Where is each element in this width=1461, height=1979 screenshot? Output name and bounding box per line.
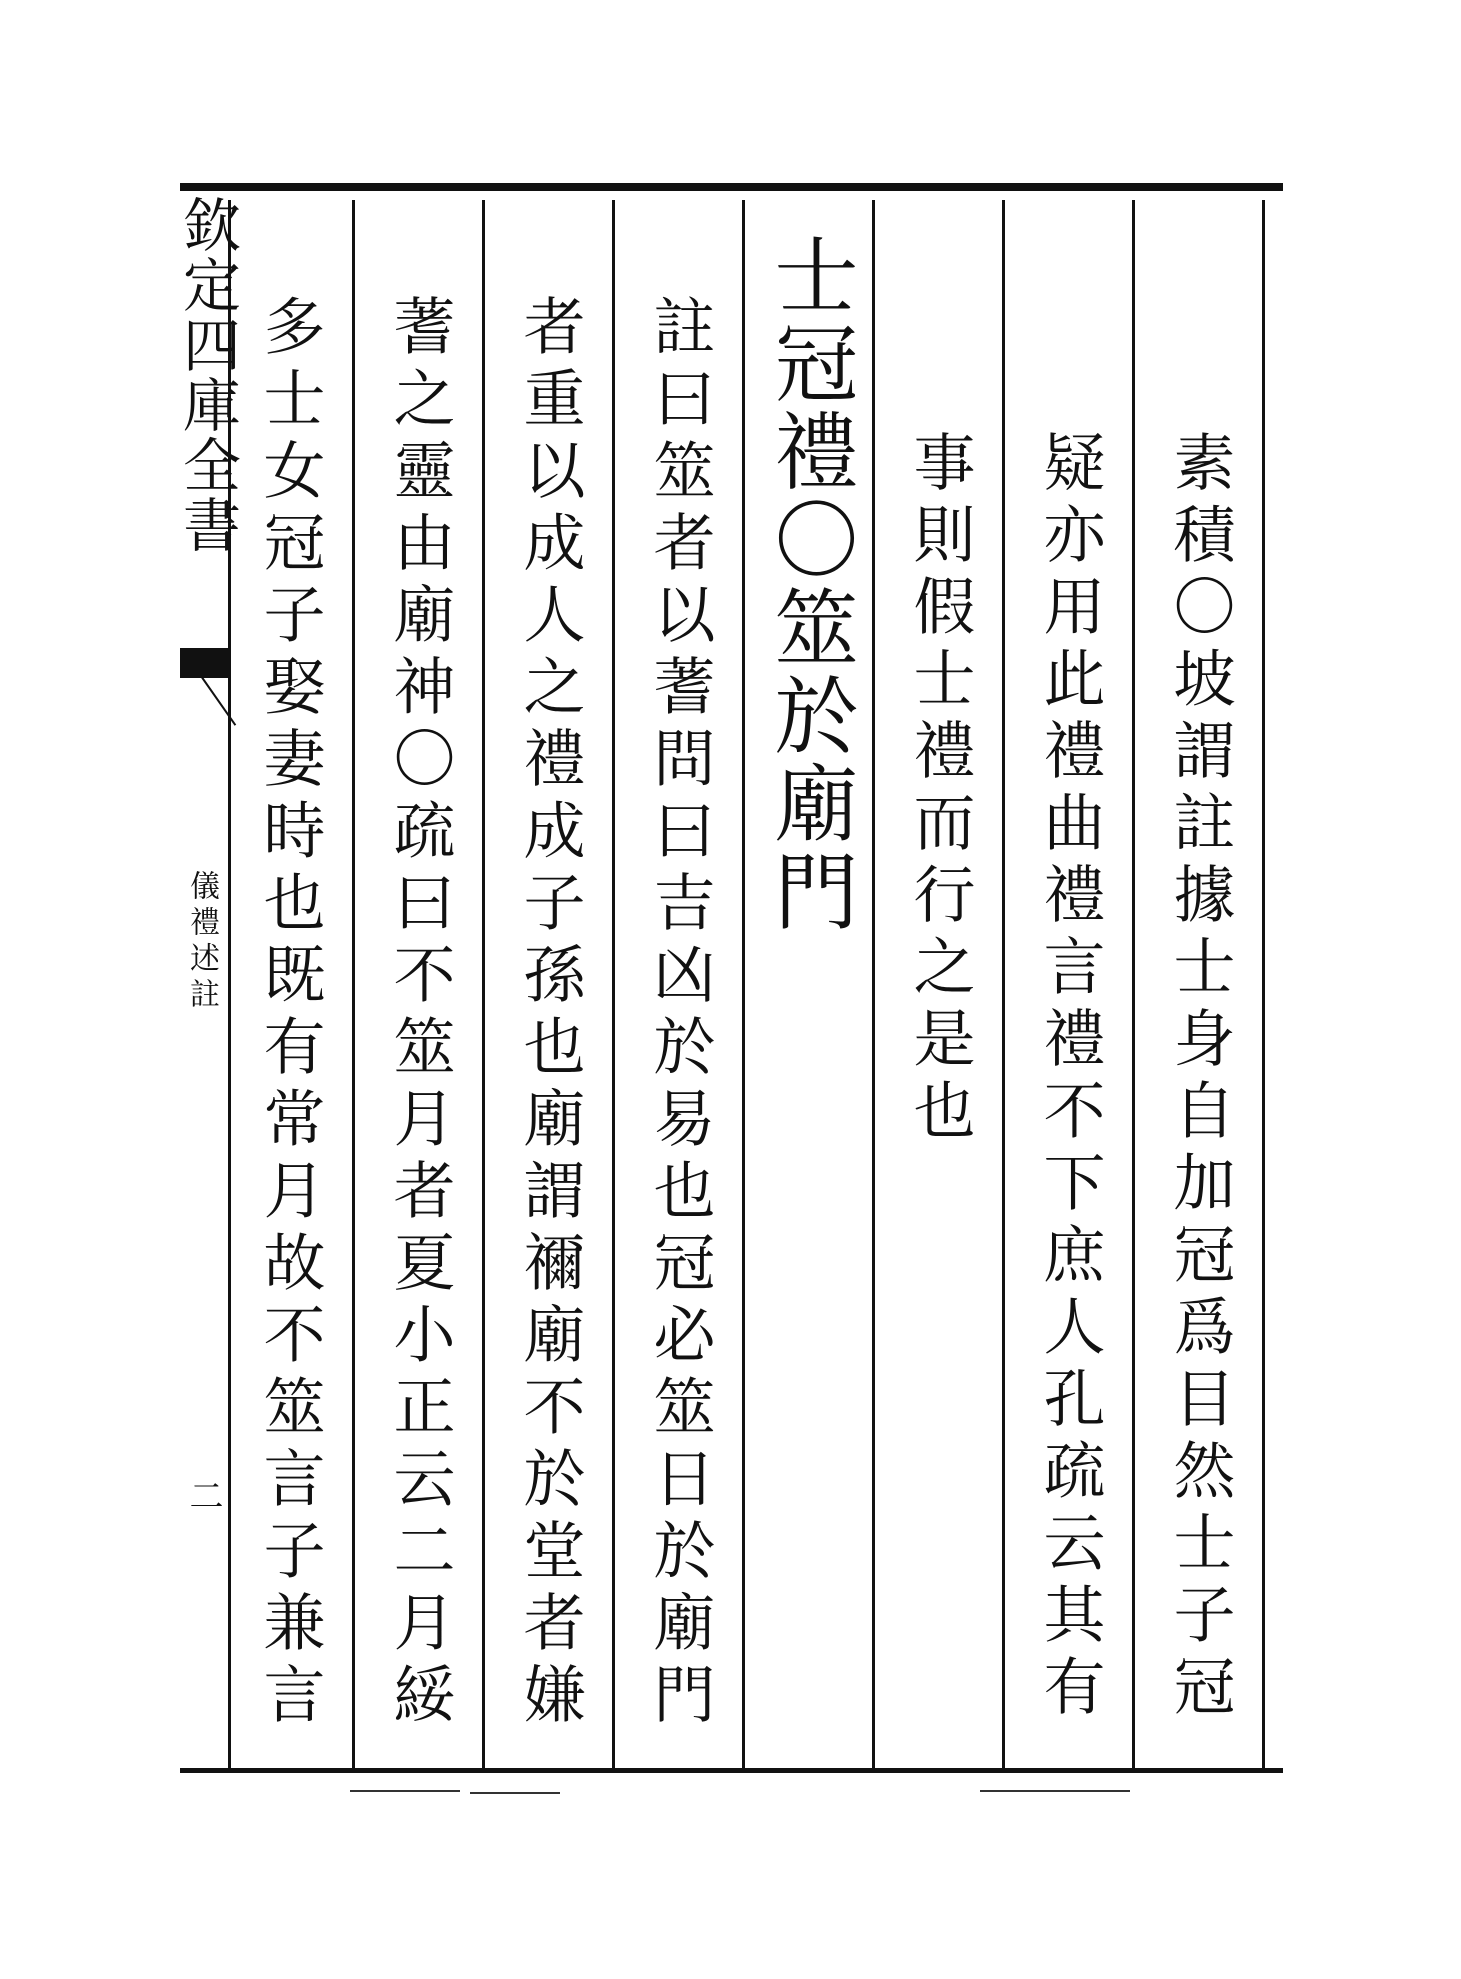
text-column-6: 者重以成人之禮成子孫也廟謂禰廟不於堂者嫌 [513, 294, 586, 1734]
scan-noise [470, 1792, 560, 1794]
column-rule [742, 200, 745, 1770]
fish-tail-mark [180, 648, 228, 678]
page-number: 二 [183, 1478, 223, 1512]
column-rule [352, 200, 355, 1770]
column-rule [1262, 200, 1265, 1770]
text-column-2: 疑亦用此禮曲禮言禮不下庶人孔疏云其有 [1033, 430, 1106, 1726]
column-rule [872, 200, 875, 1770]
column-rule [1002, 200, 1005, 1770]
scan-noise [980, 1790, 1130, 1792]
scan-noise [350, 1790, 460, 1792]
text-column-5: 註曰筮者以蓍問曰吉凶於易也冠必筮日於廟門 [643, 294, 716, 1734]
page-frame [173, 183, 1283, 1773]
column-rule [1132, 200, 1135, 1770]
text-column-3: 事則假士禮而行之是也 [903, 430, 976, 1150]
chapter-heading: 士冠禮〇筮於廟門 [761, 232, 859, 936]
column-rule [612, 200, 615, 1770]
text-column-7: 蓍之靈由廟神〇疏曰不筮月者夏小正云二月綏 [383, 294, 456, 1734]
book-title: 欽定四庫全書 [173, 195, 241, 555]
text-column-1: 素積〇坡謂註據士身自加冠爲目然士子冠 [1163, 430, 1236, 1726]
section-label: 儀禮述註 [184, 870, 219, 1014]
text-column-8: 多士女冠子娶妻時也既有常月故不筮言子兼言 [253, 294, 326, 1734]
column-rule [482, 200, 485, 1770]
